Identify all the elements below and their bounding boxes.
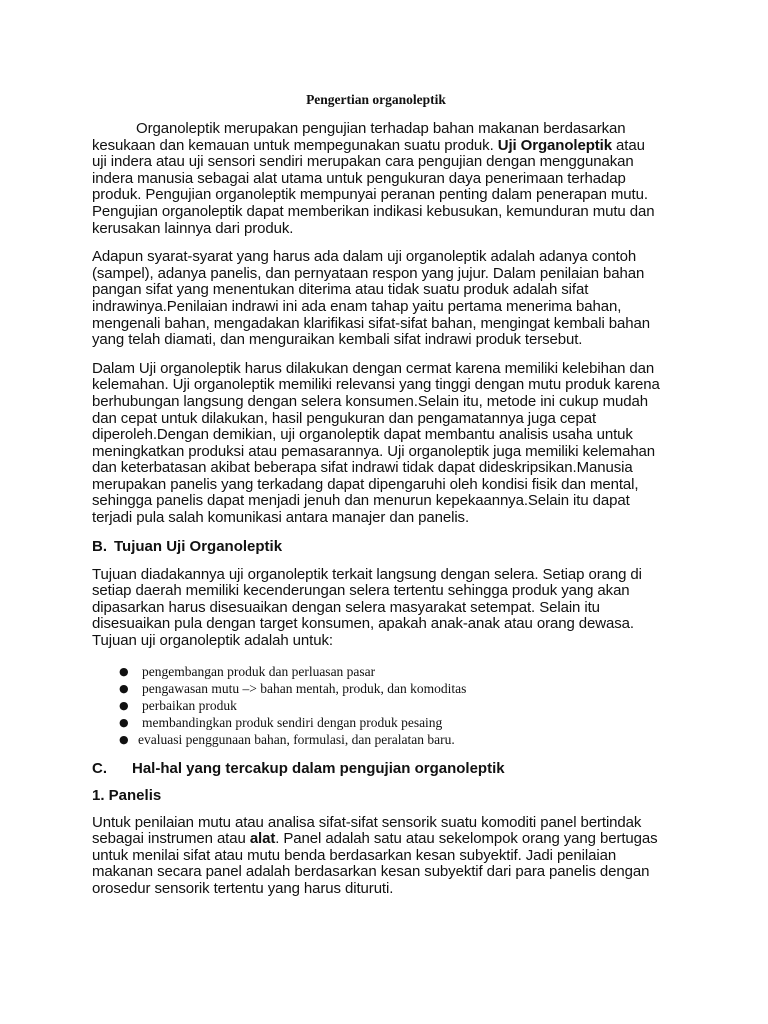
bold-term: Uji Organoleptik (497, 136, 612, 154)
list-item-text: perbaikan produk (142, 697, 237, 713)
document-title: Pengertian organoleptik (306, 92, 446, 107)
section-title: Hal-hal yang tercakup dalam pengujian organoleptik (132, 759, 505, 777)
paragraph-panelis (92, 815, 660, 898)
text-run: . Panel adalah satu atau sekelompok orang yang bertugas untuk menilai sifat atau mutu benda berdasarkan kesan subyektif. Jadi penilaian makanan secara panel adalah berdasarkan kesan subyektif dari para panelis dengan orosedur sensorik tertentu yang harus dituruti. (92, 830, 658, 897)
section-marker: B. (92, 537, 107, 555)
purpose-list (92, 663, 660, 748)
paragraph-purpose: Tujuan diadakannya uji organoleptik terkait langsung dengan selera. Setiap orang di setiap daerah memiliki kecenderungan selera tertentu sehingga produk yang akan dipasarkan harus disesuaikan dengan selera masyarakat setempat. Selain itu disesuaikan pula dengan target konsumen, apakah anak-anak atau orang dewasa. Tujuan uji organoleptik adalah untuk: (92, 565, 642, 650)
list-item (92, 697, 660, 714)
list-item (92, 680, 660, 697)
text-run: Organoleptik merupakan pengujian terhadap bahan makanan berdasarkan kesukaan dan kemauan untuk mempegunakan suatu produk. (92, 120, 626, 154)
paragraph-requirements: Adapun syarat-syarat yang harus ada dalam uji organoleptik adalah adanya contoh (sampel), adanya panelis, dan pernyataan respon yang jujur. Dalam penilaian bahan pangan sifat yang menentukan diterima atau tidak suatu produk adalah sifat indrawinya.Penilaian indrawi ini ada enam tahap yaitu pertama menerima bahan, mengenali bahan, mengadakan klarifikasi sifat-sifat bahan, mengingat kembali bahan yang telah diamati, dan menguraikan kembali sifat indrawi produk tersebut. (92, 248, 650, 349)
section-title: Tujuan Uji Organoleptik (114, 537, 283, 555)
section-heading-b (92, 538, 660, 556)
list-item-text: evaluasi penggunaan bahan, formulasi, dan peralatan baru. (138, 731, 455, 747)
paragraph-advantages: Dalam Uji organoleptik harus dilakukan dengan cermat karena memiliki kelebihan dan kelemahan. Uji organoleptik memiliki relevansi yang tinggi dengan mutu produk karena berhubungan langsung dengan selera konsumen.Selain itu, metode ini cukup mudah dan cepat untuk dilakukan, hasil pengukuran dan pengamatannya juga cepat diperoleh.Dengan demikian, uji organoleptik dapat membantu analisis usaha untuk meningkatkan produksi atau pemasarannya. Uji organoleptik juga memiliki kelemahan dan keterbatasan akibat beberapa sifat indrawi tidak dapat dideskripsikan.Manusia merupakan panelis yang terkadang dapat dipengaruhi oleh kondisi fisik dan mental, sehingga panelis dapat menjadi jenuh dan menurun kepekaannya.Selain itu dapat terjadi pula salah komunikasi antara manajer dan panelis. (92, 359, 660, 527)
list-item-text: pengembangan produk dan perluasan pasar (142, 663, 376, 679)
bullet-icon: ● (119, 732, 129, 746)
paragraph-definition (92, 121, 660, 237)
bullet-icon: ● (119, 681, 129, 695)
document-page (92, 0, 660, 898)
section-marker: C. (92, 759, 107, 777)
subsection-heading-panelis: 1. Panelis (92, 786, 162, 804)
bullet-icon: ● (119, 698, 129, 712)
list-item-text: membandingkan produk sendiri dengan produk pesaing (142, 714, 443, 730)
list-item (92, 714, 660, 731)
list-item (92, 731, 660, 748)
text-run: atau uji indera atau uji sensori sendiri merupakan cara pengujian dengan menggunakan indera manusia sebagai alat utama untuk pengukuran daya penerimaan terhadap produk. Pengujian organoleptik mempunyai peranan penting dalam penerapan mutu. Pengujian organoleptik dapat memberikan indikasi kebusukan, kemunduran mutu dan kerusakan lainnya dari produk. (92, 136, 655, 237)
list-item-text: pengawasan mutu –> bahan mentah, produk, dan komoditas (142, 680, 467, 696)
bold-term: alat (249, 830, 276, 848)
text-run: Untuk penilaian mutu atau analisa sifat-sifat sensorik suatu komoditi panel bertindak sebagai instrumen atau (92, 813, 642, 848)
bullet-icon: ● (119, 715, 129, 729)
bullet-icon: ● (119, 664, 129, 678)
list-item (92, 663, 660, 680)
section-heading-c (92, 760, 660, 778)
